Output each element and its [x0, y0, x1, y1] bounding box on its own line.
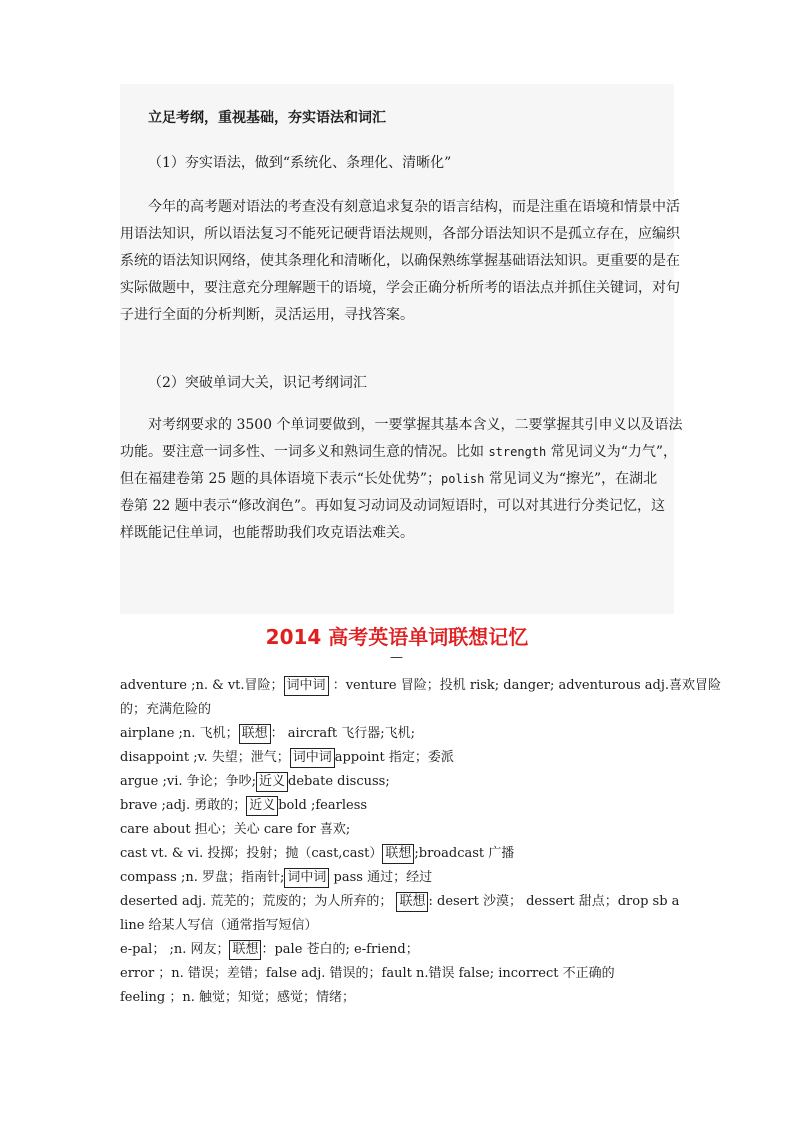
- vocab-entry: [120, 866, 680, 890]
- entry-text: feeling ；n. 触觉；知觉；感觉；情绪；: [120, 990, 355, 1005]
- entry-text: ： aircraft 飞行器;飞机;: [270, 726, 416, 741]
- vocab-entry: [120, 986, 680, 1010]
- title-dash: —: [390, 650, 403, 665]
- entry-text: ：venture 冒险；投机 risk; danger; adventurous adj.喜欢冒险: [328, 678, 722, 693]
- entry-text: cast vt. & vi. 投掷；投射；抛（cast,cast）: [120, 846, 383, 861]
- paragraph-grammar: [120, 194, 680, 329]
- vocab-entry: [120, 842, 680, 866]
- text-run: 常见词义为“力气”，: [546, 444, 678, 460]
- paragraph-line: [120, 466, 674, 493]
- paragraph-line: [120, 439, 678, 466]
- entry-tag-box: 联想: [382, 844, 414, 864]
- keyword-polish: polish: [441, 472, 485, 486]
- vocab-entry: [120, 794, 680, 818]
- entry-tag-box: 联想: [396, 892, 428, 912]
- text-run: 功能。要注意一词多性、一词多义和熟词生意的情况。比如: [120, 444, 489, 460]
- subheading-vocabulary: （2）突破单词大关，识记考纲词汇: [148, 375, 367, 391]
- vocab-entry: [120, 890, 680, 914]
- entry-text: compass ;n. 罗盘；指南针;: [120, 870, 285, 885]
- text-run: 常见词义为“擦光”，在湖北: [484, 471, 658, 487]
- document-title: 2014 高考英语单词联想记忆: [265, 625, 529, 649]
- paragraph-line: 系统的语法知识网络，使其条理化和清晰化，以确保熟练掌握基础语法知识。更重要的是在: [120, 253, 680, 269]
- paragraph-line: 实际做题中，要注意充分理解题干的语境，学会正确分析所考的语法点并抓住关键词，对句: [120, 280, 680, 296]
- entry-text: argue ;vi. 争论；争吵;: [120, 774, 257, 789]
- vocab-entry: [120, 698, 680, 722]
- text-run: 但在福建卷第 25 题的具体语境下表示“长处优势”；: [120, 471, 442, 487]
- entry-text: ;broadcast 广播: [414, 846, 515, 861]
- entry-text: 的；充满危险的: [120, 702, 212, 717]
- entry-text: care about 担心；关心 care for 喜欢;: [120, 822, 351, 837]
- entry-text: disappoint ;v. 失望；泄气；: [120, 750, 290, 765]
- paragraph-vocabulary: [120, 412, 683, 547]
- vocab-entry: [120, 746, 680, 770]
- vocab-entry: [120, 914, 680, 938]
- entry-text: brave ;adj. 勇敢的；: [120, 798, 247, 813]
- vocab-entry: [120, 722, 680, 746]
- entry-tag-box: 词中词: [284, 676, 329, 696]
- entry-text: line 给某人写信（通常指写短信）: [120, 918, 318, 933]
- entry-text: airplane ;n. 飞机；: [120, 726, 239, 741]
- vocab-entry: [120, 674, 722, 698]
- entry-tag-box: 联想: [239, 724, 271, 744]
- entry-tag-box: 词中词: [290, 748, 335, 768]
- vocab-entry: [120, 938, 680, 962]
- entry-text: : desert 沙漠； dessert 甜点；drop sb a: [428, 894, 680, 909]
- entry-tag-box: 近义: [256, 772, 288, 792]
- vocab-entry: [120, 962, 680, 986]
- entry-text: error ；n. 错误；差错；false adj. 错误的；fault n.错误 false; incorrect 不正确的: [120, 966, 615, 981]
- entry-tag-box: 词中词: [284, 868, 329, 888]
- entry-text: ：pale 苍白的; e-friend；: [261, 942, 419, 957]
- entry-text: debate discuss;: [288, 774, 390, 789]
- entry-text: bold ;fearless: [278, 798, 368, 813]
- paragraph-line: 用语法知识，所以语法复习不能死记硬背语法规则，各部分语法知识不是孤立存在，应编织: [120, 226, 680, 242]
- entry-text: adventure ;n. & vt.冒险；: [120, 678, 284, 693]
- vocab-entry: [120, 770, 680, 794]
- vocabulary-list: [120, 674, 722, 1010]
- keyword-strength: strength: [488, 445, 547, 459]
- entry-text: appoint 指定；委派: [334, 750, 454, 765]
- paragraph-line: 子进行全面的分析判断，灵活运用，寻找答案。: [120, 307, 414, 323]
- subheading-grammar: （1）夯实语法，做到“系统化、条理化、清晰化”: [148, 155, 452, 171]
- paragraph-line: 样既能记住单词，也能帮助我们攻克语法难关。: [120, 525, 414, 541]
- entry-text: deserted adj. 荒芜的；荒废的；为人所弃的；: [120, 894, 397, 909]
- entry-text: pass 通过；经过: [329, 870, 433, 885]
- vocab-entry: [120, 818, 680, 842]
- paragraph-line: 对考纲要求的 3500 个单词要做到，一要掌握其基本含义，二要掌握其引申义以及语法: [148, 417, 683, 433]
- paragraph-line: 卷第 22 题中表示“修改润色”。再如复习动词及动词短语时，可以对其进行分类记忆，这: [120, 498, 666, 514]
- entry-tag-box: 联想: [229, 940, 261, 960]
- section-heading: 立足考纲，重视基础，夯实语法和词汇: [148, 110, 386, 126]
- entry-tag-box: 近义: [246, 796, 278, 816]
- entry-text: e-pal； ;n. 网友；: [120, 942, 230, 957]
- paragraph-line: 今年的高考题对语法的考查没有刻意追求复杂的语言结构，而是注重在语境和情景中活: [148, 199, 680, 215]
